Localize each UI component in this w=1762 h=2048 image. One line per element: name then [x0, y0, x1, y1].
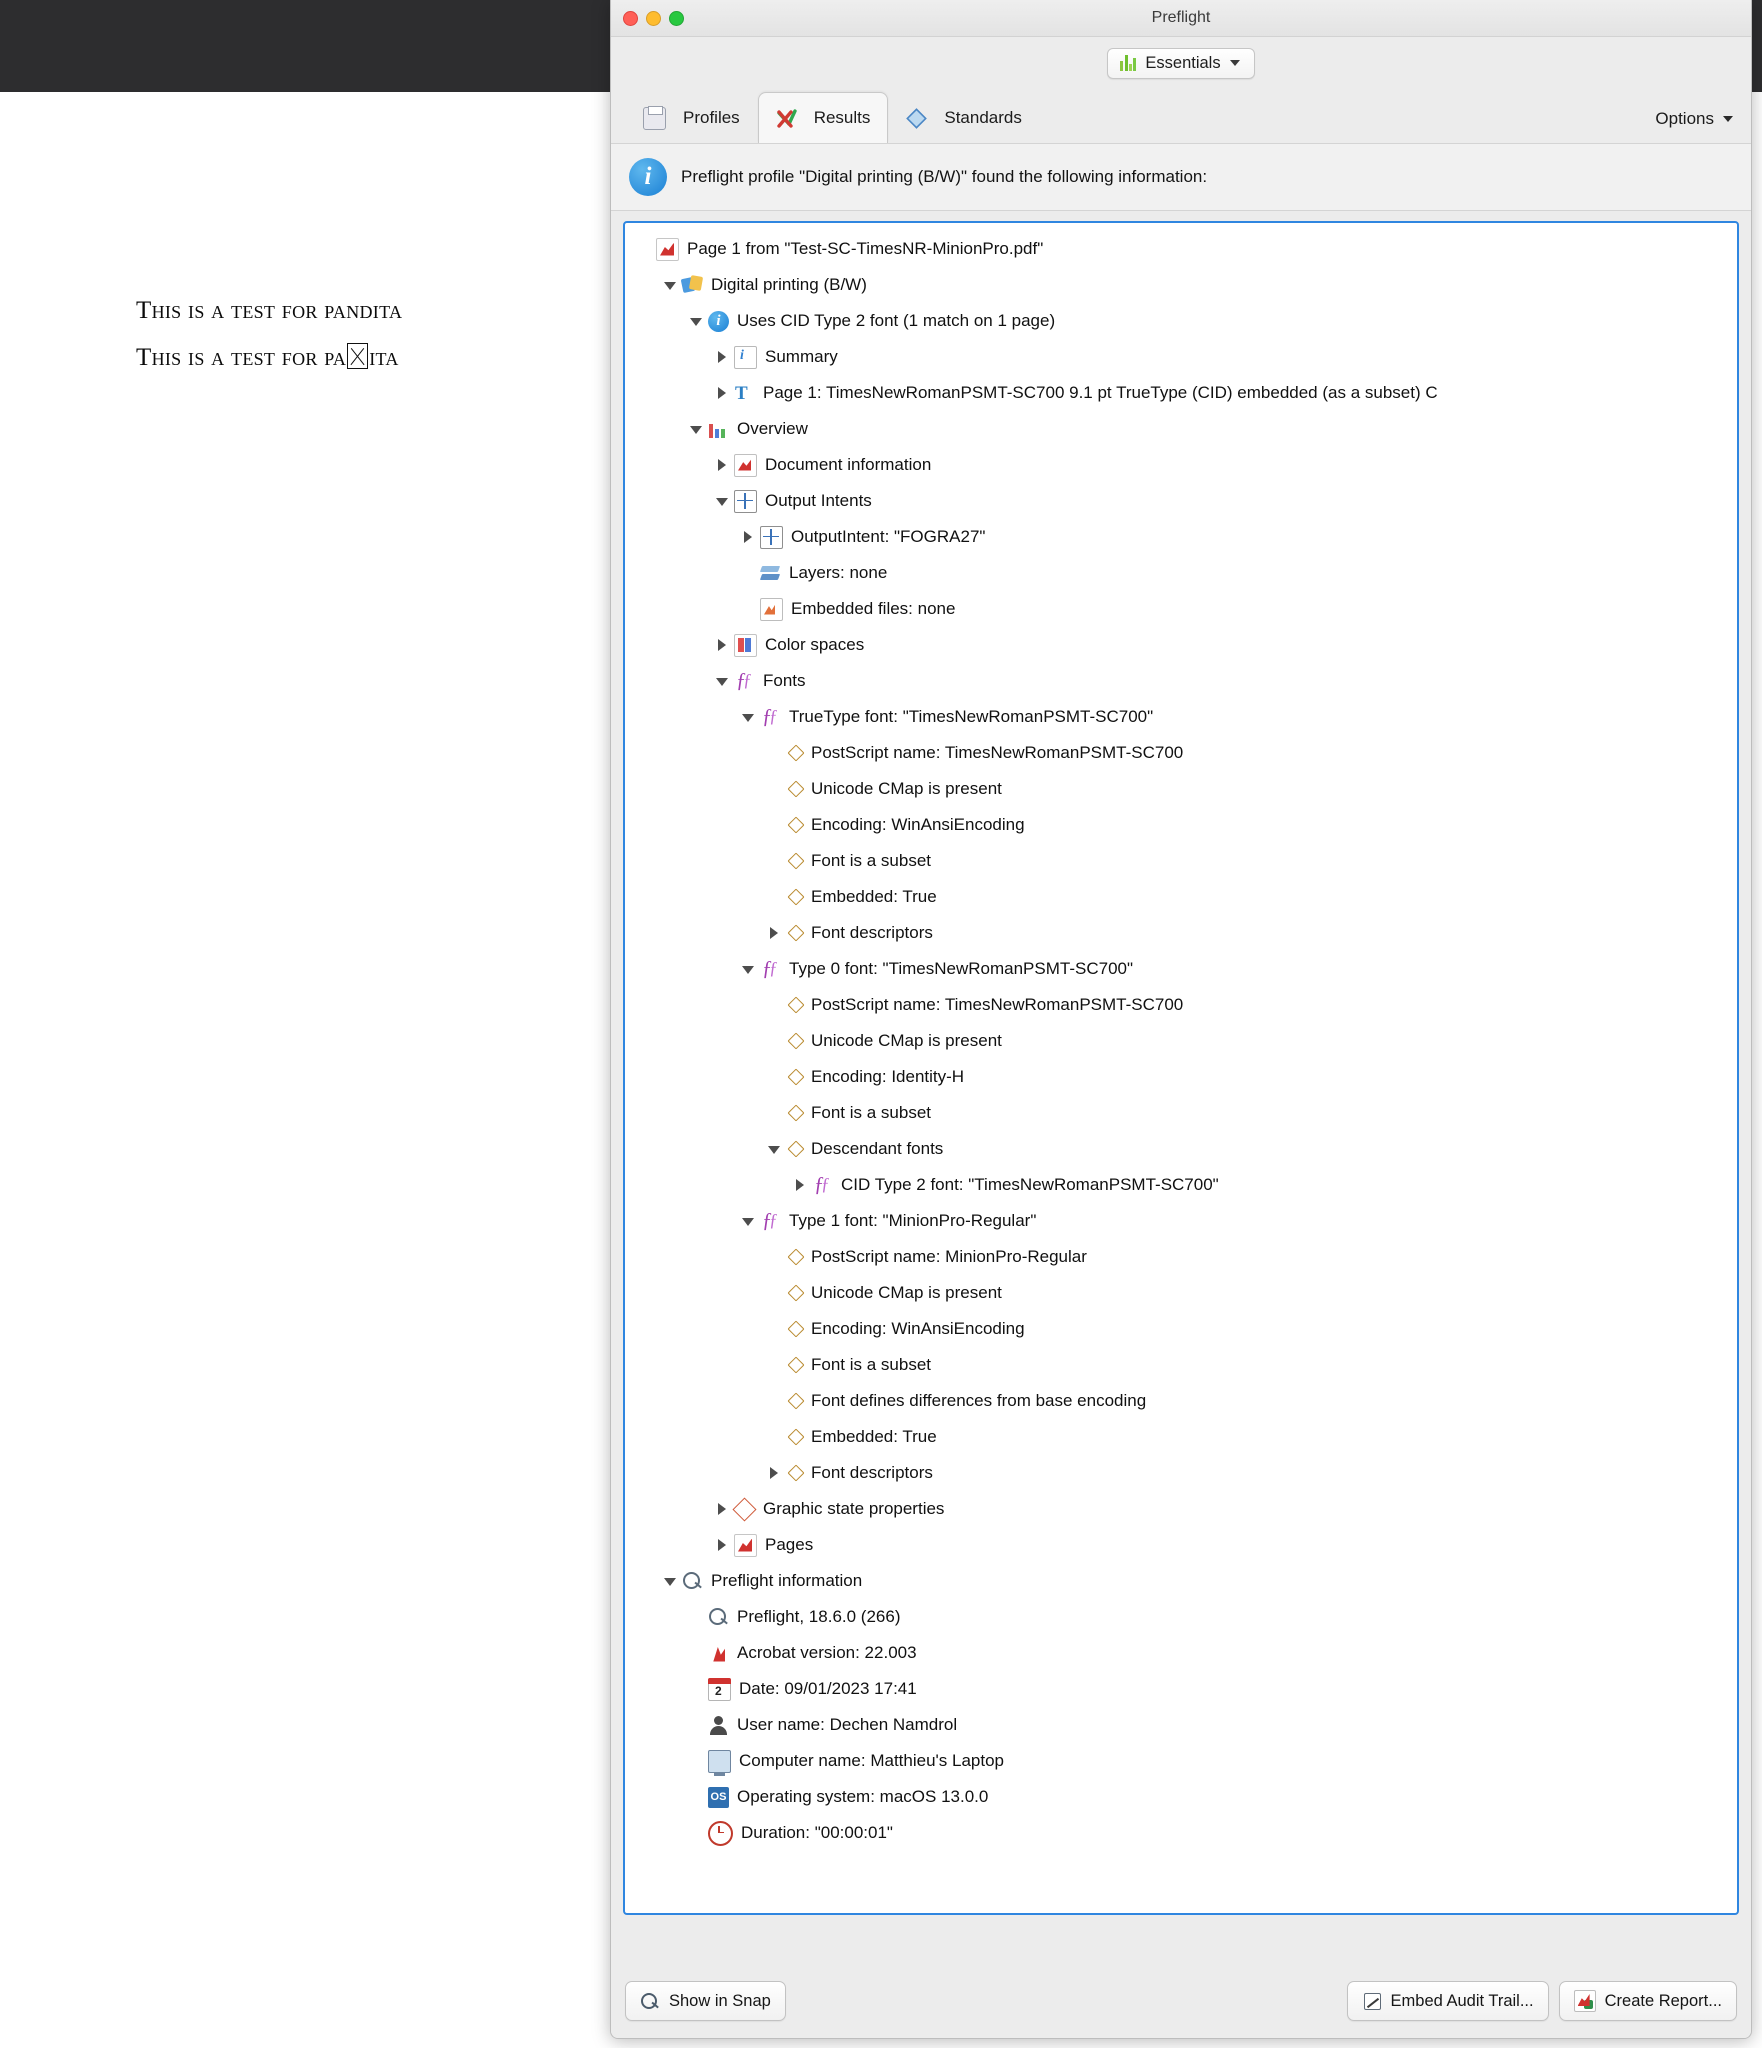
property-icon — [789, 1106, 803, 1120]
tree-item-label: User name: Dechen Namdrol — [737, 1715, 958, 1734]
tree-item-label: Descendant fonts — [811, 1139, 944, 1158]
tree-item-label: Graphic state properties — [763, 1499, 945, 1518]
font-icon — [734, 671, 755, 692]
tree-item[interactable] — [625, 1203, 1737, 1239]
tab-profiles-label: Profiles — [683, 108, 740, 127]
window-titlebar[interactable] — [611, 0, 1751, 37]
property-icon — [789, 1034, 803, 1048]
disclosure-closed-icon[interactable] — [765, 1464, 783, 1482]
disclosure-open-icon[interactable] — [739, 708, 757, 726]
disclosure-spacer — [765, 816, 783, 834]
info-bar-text: Preflight profile "Digital printing (B/W)" found the following information: — [681, 167, 1208, 186]
bar-chart-icon — [1120, 55, 1136, 71]
tree-item-label: Page 1: TimesNewRomanPSMT-SC700 9.1 pt TrueType (CID) embedded (as a subset) C — [763, 383, 1438, 402]
tree-item[interactable] — [625, 591, 1737, 627]
missing-glyph-icon — [347, 343, 368, 369]
audit-trail-icon — [1362, 1991, 1382, 2011]
printer-icon — [682, 275, 703, 296]
tree-item[interactable] — [625, 1671, 1737, 1707]
tree-item[interactable] — [625, 1563, 1737, 1599]
essentials-popup-label: Essentials — [1145, 53, 1221, 72]
disclosure-spacer — [687, 1716, 705, 1734]
disclosure-spacer — [739, 600, 757, 618]
tree-item-label: Computer name: Matthieu's Laptop — [739, 1751, 1005, 1770]
disclosure-open-icon[interactable] — [661, 1572, 679, 1590]
tree-item[interactable] — [625, 1527, 1737, 1563]
document-info-icon — [734, 454, 757, 477]
tab-standards-label: Standards — [944, 108, 1022, 127]
disclosure-closed-icon[interactable] — [713, 456, 731, 474]
tree-item-label: Type 1 font: "MinionPro-Regular" — [789, 1211, 1037, 1230]
tree-item-label: Type 0 font: "TimesNewRomanPSMT-SC700" — [789, 959, 1134, 978]
tree-item-label: OutputIntent: "FOGRA27" — [791, 527, 986, 546]
disclosure-closed-icon[interactable] — [791, 1176, 809, 1194]
preflight-window — [610, 0, 1752, 2039]
tree-item-label: PostScript name: MinionPro-Regular — [811, 1247, 1087, 1266]
tree-item[interactable] — [625, 267, 1737, 303]
disclosure-closed-icon[interactable] — [713, 1500, 731, 1518]
tree-item[interactable] — [625, 483, 1737, 519]
tree-item-label: Font defines differences from base encoding — [811, 1391, 1147, 1410]
disclosure-closed-icon[interactable] — [713, 348, 731, 366]
tree-item[interactable] — [625, 447, 1737, 483]
tree-item-label: Encoding: WinAnsiEncoding — [811, 1319, 1025, 1338]
tree-item-label: Preflight, 18.6.0 (266) — [737, 1607, 901, 1626]
property-icon — [789, 1322, 803, 1336]
info-icon — [708, 311, 729, 332]
tree-item-label: Duration: "00:00:01" — [741, 1823, 893, 1842]
tree-item[interactable] — [625, 519, 1737, 555]
pdf-text-line-2-after: ita — [369, 344, 399, 371]
tree-item[interactable] — [625, 1743, 1737, 1779]
tree-item-label: Overview — [737, 419, 808, 438]
clock-icon — [708, 1821, 733, 1846]
tree-item-label: PostScript name: TimesNewRomanPSMT-SC700 — [811, 743, 1184, 762]
color-space-icon — [734, 634, 757, 657]
property-icon — [789, 1250, 803, 1264]
disclosure-spacer — [687, 1752, 705, 1770]
tab-results-label: Results — [813, 108, 871, 127]
tree-item[interactable] — [625, 843, 1737, 879]
tree-item-label: Font is a subset — [811, 851, 932, 870]
property-icon — [789, 998, 803, 1012]
property-icon — [789, 818, 803, 832]
create-report-label: Create Report... — [1604, 1991, 1722, 2010]
tab-results[interactable] — [758, 92, 889, 143]
tree-item-label: Digital printing (B/W) — [711, 275, 867, 294]
font-icon — [760, 959, 781, 980]
tree-item[interactable] — [625, 1707, 1737, 1743]
tree-item-label: Document information — [765, 455, 932, 474]
info-bar — [611, 143, 1751, 211]
disclosure-spacer — [765, 996, 783, 1014]
disclosure-spacer — [635, 240, 653, 258]
pdf-text-line-2-before: This is a test for pa — [136, 344, 347, 371]
tree-item-label: Color spaces — [765, 635, 865, 654]
results-tree[interactable] — [625, 223, 1737, 1851]
tree-item-label: Fonts — [763, 671, 806, 690]
disclosure-open-icon[interactable] — [765, 1140, 783, 1158]
tree-item[interactable] — [625, 771, 1737, 807]
pdf-text-line-1 — [136, 297, 656, 325]
disclosure-spacer — [765, 1392, 783, 1410]
tree-item-label: Unicode CMap is present — [811, 1283, 1002, 1302]
pdf-text-line-1-text: This is a test for pandita — [136, 297, 403, 324]
red-x-green-check-icon — [776, 108, 797, 129]
window-title: Preflight — [1151, 9, 1211, 26]
tree-item[interactable] — [625, 555, 1737, 591]
disclosure-spacer — [765, 1032, 783, 1050]
tree-item-label: Unicode CMap is present — [811, 779, 1002, 798]
window-controls[interactable] — [623, 11, 684, 26]
disclosure-open-icon[interactable] — [739, 960, 757, 978]
tree-item-label: Summary — [765, 347, 838, 366]
tree-item[interactable] — [625, 411, 1737, 447]
disclosure-spacer — [687, 1788, 705, 1806]
tree-item[interactable] — [625, 339, 1737, 375]
pdf-text-block — [136, 297, 656, 390]
summary-icon — [734, 346, 757, 369]
chevron-down-icon — [1723, 116, 1733, 122]
show-in-snap-button[interactable] — [625, 1981, 786, 2021]
tree-item[interactable] — [625, 1167, 1737, 1203]
tree-item-label: Embedded: True — [811, 887, 937, 906]
property-icon — [789, 926, 803, 940]
disclosure-open-icon[interactable] — [713, 492, 731, 510]
tree-item[interactable] — [625, 1023, 1737, 1059]
tree-item-label: Font descriptors — [811, 1463, 933, 1482]
results-tree-panel[interactable] — [623, 221, 1739, 1915]
tree-item[interactable] — [625, 1131, 1737, 1167]
acrobat-icon — [708, 1643, 729, 1664]
window-footer — [611, 1964, 1751, 2038]
disclosure-open-icon[interactable] — [687, 312, 705, 330]
tree-item-label: Date: 09/01/2023 17:41 — [739, 1679, 917, 1698]
tree-item-label: Font descriptors — [811, 923, 933, 942]
tree-item[interactable] — [625, 627, 1737, 663]
tree-item[interactable] — [625, 951, 1737, 987]
property-icon — [789, 1070, 803, 1084]
text-font-icon — [734, 383, 755, 404]
disclosure-spacer — [765, 780, 783, 798]
tree-item-label: CID Type 2 font: "TimesNewRomanPSMT-SC700" — [841, 1175, 1219, 1194]
disclosure-spacer — [765, 1428, 783, 1446]
tree-item-label: TrueType font: "TimesNewRomanPSMT-SC700" — [789, 707, 1154, 726]
tree-item[interactable] — [625, 879, 1737, 915]
tree-item[interactable] — [625, 1059, 1737, 1095]
tree-item[interactable] — [625, 1347, 1737, 1383]
show-in-snap-label: Show in Snap — [669, 1991, 771, 2010]
font-icon — [812, 1175, 833, 1196]
font-icon — [760, 1211, 781, 1232]
tree-item-label: Page 1 from "Test-SC-TimesNR-MinionPro.pdf" — [687, 239, 1044, 258]
property-icon — [789, 746, 803, 760]
disclosure-closed-icon[interactable] — [765, 924, 783, 942]
tree-item[interactable] — [625, 1383, 1737, 1419]
blue-diamond-icon — [906, 108, 927, 129]
pdf-icon — [656, 238, 679, 261]
property-icon — [789, 1430, 803, 1444]
disclosure-spacer — [765, 1248, 783, 1266]
magnifier-icon — [708, 1607, 729, 1628]
property-icon — [789, 1358, 803, 1372]
tree-item[interactable] — [625, 303, 1737, 339]
calendar-icon — [708, 1678, 731, 1701]
tree-item[interactable] — [625, 1815, 1737, 1851]
embed-audit-trail-label: Embed Audit Trail... — [1390, 1991, 1534, 2010]
font-icon — [760, 707, 781, 728]
tree-item-label: Embedded files: none — [791, 599, 956, 618]
essentials-popup-button[interactable] — [1107, 48, 1254, 79]
disclosure-spacer — [765, 1104, 783, 1122]
property-icon — [789, 1286, 803, 1300]
disclosure-closed-icon[interactable] — [713, 1536, 731, 1554]
tree-item-label: Unicode CMap is present — [811, 1031, 1002, 1050]
disclosure-spacer — [687, 1608, 705, 1626]
tree-item[interactable] — [625, 663, 1737, 699]
property-icon — [789, 1142, 803, 1156]
tree-item[interactable] — [625, 1635, 1737, 1671]
tab-standards[interactable] — [888, 92, 1040, 143]
tree-item-label: Preflight information — [711, 1571, 863, 1590]
tree-item-label: Encoding: Identity-H — [811, 1067, 965, 1086]
tree-item[interactable] — [625, 699, 1737, 735]
disclosure-closed-icon[interactable] — [713, 636, 731, 654]
tree-item-label: Encoding: WinAnsiEncoding — [811, 815, 1025, 834]
tree-item[interactable] — [625, 915, 1737, 951]
tree-item-label: Output Intents — [765, 491, 872, 510]
computer-icon — [708, 1750, 731, 1773]
tree-item[interactable] — [625, 231, 1737, 267]
disclosure-spacer — [765, 852, 783, 870]
snap-magnifier-icon — [640, 1991, 660, 2011]
tree-item[interactable] — [625, 1095, 1737, 1131]
tree-item[interactable] — [625, 1419, 1737, 1455]
user-icon — [708, 1715, 729, 1736]
tree-item-label: Font is a subset — [811, 1355, 932, 1374]
profile-popup-row — [611, 37, 1751, 89]
tab-profiles[interactable] — [625, 92, 758, 143]
tree-item[interactable] — [625, 1239, 1737, 1275]
tree-item[interactable] — [625, 1779, 1737, 1815]
disclosure-spacer — [765, 1356, 783, 1374]
output-intent-icon — [760, 526, 783, 549]
tree-item[interactable] — [625, 1311, 1737, 1347]
chevron-down-icon — [1230, 60, 1240, 66]
tree-item[interactable] — [625, 987, 1737, 1023]
property-icon — [789, 1394, 803, 1408]
disclosure-open-icon[interactable] — [739, 1212, 757, 1230]
tree-item-label: Pages — [765, 1535, 814, 1554]
disclosure-spacer — [765, 1068, 783, 1086]
tree-item[interactable] — [625, 1455, 1737, 1491]
disclosure-spacer — [765, 744, 783, 762]
options-label: Options — [1655, 109, 1714, 128]
close-button[interactable] — [623, 11, 638, 26]
create-report-button[interactable] — [1559, 1981, 1737, 2021]
disclosure-spacer — [687, 1680, 705, 1698]
disclosure-spacer — [687, 1644, 705, 1662]
tree-item-label: Uses CID Type 2 font (1 match on 1 page) — [737, 311, 1056, 330]
disclosure-closed-icon[interactable] — [713, 384, 731, 402]
minimize-button[interactable] — [646, 11, 661, 26]
disclosure-spacer — [739, 564, 757, 582]
tree-item[interactable] — [625, 1275, 1737, 1311]
tree-item[interactable] — [625, 1491, 1737, 1527]
tree-item[interactable] — [625, 807, 1737, 843]
tab-bar — [611, 89, 1751, 143]
tree-item-label: Font is a subset — [811, 1103, 932, 1122]
output-intent-icon — [734, 490, 757, 513]
pages-icon — [734, 1534, 757, 1557]
disclosure-open-icon[interactable] — [713, 672, 731, 690]
tree-item-label: Acrobat version: 22.003 — [737, 1643, 917, 1662]
disclosure-open-icon[interactable] — [687, 420, 705, 438]
property-icon — [789, 854, 803, 868]
chart-icon — [708, 419, 729, 440]
tree-item-label: PostScript name: TimesNewRomanPSMT-SC700 — [811, 995, 1184, 1014]
pdf-text-line-2 — [136, 343, 656, 372]
disclosure-spacer — [765, 888, 783, 906]
disclosure-open-icon[interactable] — [661, 276, 679, 294]
zoom-button[interactable] — [669, 11, 684, 26]
property-icon — [789, 782, 803, 796]
layers-icon — [760, 563, 781, 584]
disclosure-spacer — [687, 1824, 705, 1842]
printer-magnifier-icon — [643, 107, 666, 130]
os-icon — [708, 1787, 729, 1808]
tree-item[interactable] — [625, 1599, 1737, 1635]
disclosure-spacer — [765, 1320, 783, 1338]
property-icon — [789, 890, 803, 904]
graphic-state-icon — [734, 1499, 755, 1520]
tree-item-label: Layers: none — [789, 563, 888, 582]
report-icon — [1574, 1990, 1596, 2012]
tree-item-label: Operating system: macOS 13.0.0 — [737, 1787, 989, 1806]
disclosure-closed-icon[interactable] — [739, 528, 757, 546]
magnifier-icon — [682, 1571, 703, 1592]
info-icon: i — [629, 158, 667, 196]
property-icon — [789, 1466, 803, 1480]
options-menu-button[interactable] — [1655, 109, 1733, 129]
tree-item-label: Embedded: True — [811, 1427, 937, 1446]
tree-item[interactable] — [625, 375, 1737, 411]
tree-item[interactable] — [625, 735, 1737, 771]
embedded-file-icon — [760, 598, 783, 621]
disclosure-spacer — [765, 1284, 783, 1302]
embed-audit-trail-button[interactable] — [1347, 1981, 1549, 2021]
